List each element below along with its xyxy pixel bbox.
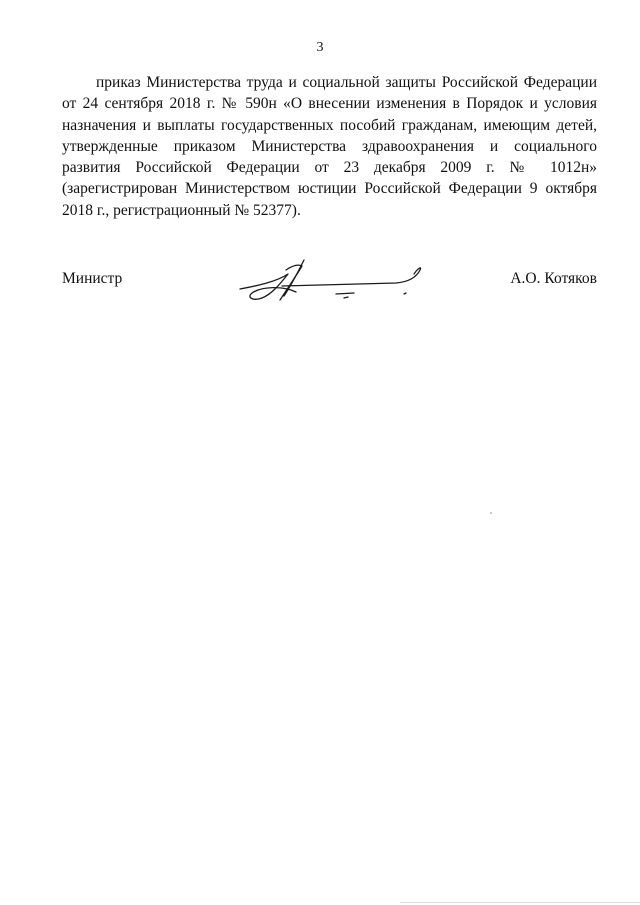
- signer-name: А.О. Котяков: [510, 270, 597, 287]
- body-paragraph-text: приказ Министерства труда и социальной защиты Российской Федерации от 24 сентября 2018 г. № 590н «О внесении изменения в Порядок и условия назначения и выплаты государственных пособий гражданам, имеющим детей, утвержденные приказом Министерства здравоохранения и социального развития Российской Федерации от 23 декабря 2009 г. № 1012н» (зарегистрирован Министерством юстиции Российской Федерации 9 октября 2018 г., регистрационный № 52377).: [62, 74, 597, 219]
- page-number: 3: [316, 40, 324, 55]
- body-paragraph: [62, 72, 597, 221]
- handwritten-signature: [236, 256, 426, 308]
- scan-artifact-dot: [490, 512, 492, 514]
- scan-artifact-edge: [400, 902, 640, 903]
- signer-title: Министр: [62, 270, 123, 287]
